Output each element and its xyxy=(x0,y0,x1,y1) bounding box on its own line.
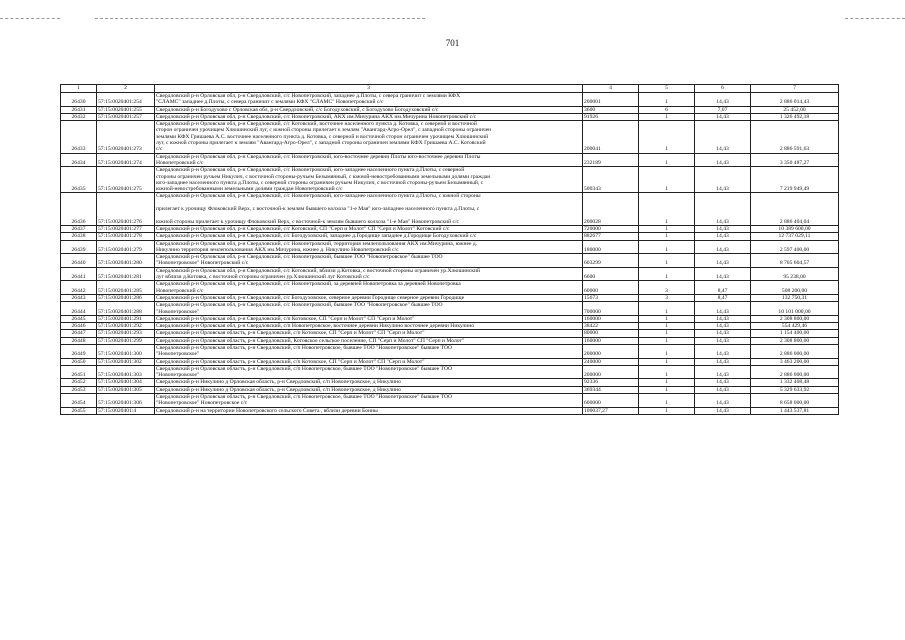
value-cell: 1 154 400,00 xyxy=(751,330,839,337)
cadastral-number-cell: 57:15:0020401:277 xyxy=(97,225,155,232)
value-cell: 1 443 537,81 xyxy=(751,407,839,414)
area-cell: 92336 xyxy=(583,379,639,386)
row-number-cell: 26455 xyxy=(61,407,97,414)
rate-cell: 14,43 xyxy=(695,93,751,107)
rate-cell: 14,43 xyxy=(695,113,751,120)
location-description-cell: Свердловский р-н Никулино д Орловская область, р-н Свердловский, с/п Новопетровское, д Никулино xyxy=(155,386,583,393)
value-cell: 95 238,00 xyxy=(751,267,839,281)
col-header-2: 2 xyxy=(97,85,155,93)
row-number-cell: 26445 xyxy=(61,315,97,322)
location-description-cell: Свердловский р-н Орловская обл, р-н Свердловский, с/с Котовский, восточнее населенного пункта д. Котовка, с северной и восточной сторон ограничен урочищем Хлюшинский луг, с южной стороны прилегает к землям "Авангард-Агро-Орел", с западной стороны ограничен землями КФХ Гришаева А.С. восточнее населенного пункта д. Котовка, с северной и восточной сторон ограничен урочищем Хлюшинский луг, с южной стороны прилегает к землям "Авангард-Агро-Орел", с западной стороны ограничен землями КФХ Гришаева А.С. Котовский с/с xyxy=(155,121,583,153)
table-row xyxy=(61,106,839,113)
area-cell: 60000 xyxy=(583,281,639,295)
area-cell: 720000 xyxy=(583,225,639,232)
value-cell: 12 737 029,11 xyxy=(751,233,839,240)
cadastral-number-cell: 57:15:0020401:304 xyxy=(97,379,155,386)
group-cell: 1 xyxy=(639,225,695,232)
location-description-cell: Свердловский р-н на территории Новопетровского сельского Совета , вблизи деревни Боины xyxy=(155,407,583,414)
area-cell: 882677 xyxy=(583,233,639,240)
rate-cell: 14,43 xyxy=(695,267,751,281)
table-row xyxy=(61,281,839,295)
group-cell: 1 xyxy=(639,379,695,386)
value-cell: 10 101 000,00 xyxy=(751,302,839,316)
area-cell: 180000 xyxy=(583,240,639,254)
row-number-cell: 26437 xyxy=(61,225,97,232)
group-cell: 1 xyxy=(639,323,695,330)
rate-cell: 14,43 xyxy=(695,302,751,316)
area-cell: 160000 xyxy=(583,337,639,344)
group-cell: 1 xyxy=(639,193,695,225)
row-number-cell: 26430 xyxy=(61,93,97,107)
value-cell: 2 886 000,00 xyxy=(751,344,839,358)
table-row xyxy=(61,93,839,107)
value-cell: 8 705 604,57 xyxy=(751,254,839,268)
area-cell: 200041 xyxy=(583,121,639,153)
value-cell: 8 658 000,00 xyxy=(751,394,839,408)
rate-cell: 14,43 xyxy=(695,240,751,254)
value-cell: 7 219 949,49 xyxy=(751,167,839,193)
area-cell: 700000 xyxy=(583,302,639,316)
area-cell: 91926 xyxy=(583,113,639,120)
cadastral-number-cell: 57:15:0020401:257 xyxy=(97,113,155,120)
row-number-cell: 26431 xyxy=(61,106,97,113)
value-cell: 2 886 404,04 xyxy=(751,193,839,225)
location-description-cell: Свердловский р-н Орловская обл, р-н Свердловский, с/с Новопетровский, юго-восточнее деревни Плоты юго-восточнее деревни Плоты Новопетровский с/с xyxy=(155,153,583,167)
row-number-cell: 26444 xyxy=(61,302,97,316)
area-cell: 200028 xyxy=(583,193,639,225)
area-cell: 500343 xyxy=(583,167,639,193)
table-row xyxy=(61,337,839,344)
group-cell: 1 xyxy=(639,386,695,393)
group-cell: 3 xyxy=(639,281,695,295)
row-number-cell: 26432 xyxy=(61,113,97,120)
row-number-cell: 26453 xyxy=(61,386,97,393)
value-cell: 1 332 408,48 xyxy=(751,379,839,386)
row-number-cell: 26442 xyxy=(61,281,97,295)
location-description-cell: Свердловский р-н Орловская обл, р-н Свердловский, с/с Новопетровский, бывшее ТОО "Новопетровское" бывшее ТОО "Новопетровское" Новопетровский с/с xyxy=(155,254,583,268)
rate-cell: 14,43 xyxy=(695,337,751,344)
row-number-cell: 26454 xyxy=(61,394,97,408)
col-header-6: 6 xyxy=(695,85,751,93)
row-number-cell: 26448 xyxy=(61,337,97,344)
cadastral-number-cell: 57:15:0020401:286 xyxy=(97,294,155,301)
scan-artifact-middle xyxy=(95,18,425,20)
location-description-cell: Свердловский р-н Богодухово с Орловская обл, р-н Свердловский, с/с Богодуховский, с Богодухово Богодуховский с/с xyxy=(155,106,583,113)
cadastral-number-cell: 57:15:0020401:288 xyxy=(97,302,155,316)
location-description-cell: Свердловский р-н Орловская обл, р-н Свердловский, с/с Котовский, СП "Серп и Молот" СП "Серп и Молот" Котовский с/с xyxy=(155,225,583,232)
row-number-cell: 26440 xyxy=(61,254,97,268)
scan-artifact-right xyxy=(845,18,905,20)
area-cell: 15673 xyxy=(583,294,639,301)
cadastral-number-cell: 57:15:0020401:278 xyxy=(97,233,155,240)
value-cell: 2 886 000,00 xyxy=(751,365,839,379)
col-header-7: 7 xyxy=(751,85,839,93)
row-number-cell: 26436 xyxy=(61,193,97,225)
cadastral-number-cell: 57:15:0020401:302 xyxy=(97,358,155,365)
group-cell: 1 xyxy=(639,233,695,240)
location-description-cell: Свердловский р-н Орловская обл, р-н Свердловский, с/с Новопетровский, за деревней Новопетровка за деревней Новопетровка Новопетровский с/с xyxy=(155,281,583,295)
table-row xyxy=(61,323,839,330)
rate-cell: 14,43 xyxy=(695,254,751,268)
table-row xyxy=(61,302,839,316)
table-row xyxy=(61,233,839,240)
group-cell: 1 xyxy=(639,344,695,358)
area-cell: 603299 xyxy=(583,254,639,268)
location-description-cell: Свердловский р-н Орловская обл, р-н Свердловский, с/с Новопетровский, АКХ им.Мичурина АКХ им.Мичурина Новопетровский с/с xyxy=(155,113,583,120)
land-registry-table-container xyxy=(60,84,838,415)
value-cell: 5 329 633,92 xyxy=(751,386,839,393)
cadastral-number-cell: 57:15:0020401:303 xyxy=(97,365,155,379)
location-description-cell: Свердловский р-н Орловская обл, р-н Свердловский, с/с Новопетровский, территория землепользования АКХ им.Мичурина, южнее д. Никулино территория землепользования АКХ им.Мичурина, южнее д. Никулино Новопетровский с/с xyxy=(155,240,583,254)
location-description-cell: Свердловский р-н Орловская обл, р-н Свердловский, с/с Новопетровский, юго-западнее населенного пункта д.Плоты, с северной стороны ограничен ручьем Никулич, с восточной стороны-ручьем Безымянный, с южной-невостребованными земельными долями граждан юго-западнее населенного пункта д.Плоты, с северной стороны ограничен ручьем Никулич, с восточной стороны-ручьем Безымянный, с южной-невостребованными земельными долями граждан Новопетровский с/с xyxy=(155,167,583,193)
area-cell: 600000 xyxy=(583,394,639,408)
value-cell: 25 452,00 xyxy=(751,106,839,113)
rate-cell: 14,43 xyxy=(695,358,751,365)
land-registry-table xyxy=(60,84,839,415)
header-row xyxy=(61,85,839,93)
cadastral-number-cell: 57:15:0020401:279 xyxy=(97,240,155,254)
table-row xyxy=(61,407,839,414)
cadastral-number-cell: 57:15:0020401:305 xyxy=(97,386,155,393)
table-row xyxy=(61,153,839,167)
location-description-cell: Свердловский р-н Орловская область, р-н Свердловский, с/п Котовское, СП "Серп и Молот" СП "Серп и Молот" xyxy=(155,358,583,365)
row-number-cell: 26451 xyxy=(61,365,97,379)
location-description-cell: Свердловский р-н Орловская область, р-н Свердловский, с/п Новопетровское, бывшее ТОО "Новопетровское" бывшее ТОО "Новопетровское" xyxy=(155,344,583,358)
col-header-5: 5 xyxy=(639,85,695,93)
row-number-cell: 26452 xyxy=(61,379,97,386)
table-row xyxy=(61,113,839,120)
table-row xyxy=(61,240,839,254)
table-row xyxy=(61,330,839,337)
group-cell: 1 xyxy=(639,93,695,107)
location-description-cell: Свердловский р-н Орловская обл, р-н Свердловский, с/с Котовский, вблизи д.Котовка, с восточной стороны ограничен ур.Хлюшинский луг вблизи д.Котовка, с восточной стороны ограничен ур.Хлюшинский луг Котовский с/с xyxy=(155,267,583,281)
rate-cell: 14,43 xyxy=(695,344,751,358)
area-cell: 100037,27 xyxy=(583,407,639,414)
row-number-cell: 26441 xyxy=(61,267,97,281)
cadastral-number-cell: 57:15:0020401:292 xyxy=(97,323,155,330)
page-number: 701 xyxy=(445,38,460,48)
group-cell: 1 xyxy=(639,315,695,322)
location-description-cell: Свердловский р-н Орловская область, р-н Свердловский, с/п Новопетровское, бывшее ТОО "Новопетровское" бывшее ТОО "Новопетровское" xyxy=(155,365,583,379)
rate-cell: 14,43 xyxy=(695,407,751,414)
rate-cell: 14,43 xyxy=(695,379,751,386)
value-cell: 132 750,31 xyxy=(751,294,839,301)
row-number-cell: 26433 xyxy=(61,121,97,153)
cadastral-number-cell: 57:15:0020401:273 xyxy=(97,121,155,153)
rate-cell: 8,47 xyxy=(695,294,751,301)
table-row xyxy=(61,344,839,358)
area-cell: 3600 xyxy=(583,106,639,113)
group-cell: 1 xyxy=(639,358,695,365)
col-header-1: 1 xyxy=(61,85,97,93)
group-cell: 3 xyxy=(639,294,695,301)
group-cell: 1 xyxy=(639,121,695,153)
area-cell: 160000 xyxy=(583,315,639,322)
value-cell: 3 350 487,27 xyxy=(751,153,839,167)
value-cell: 2 308 800,00 xyxy=(751,337,839,344)
rate-cell: 14,43 xyxy=(695,193,751,225)
value-cell: 2 308 800,00 xyxy=(751,315,839,322)
group-cell: 1 xyxy=(639,267,695,281)
cadastral-number-cell: 57:15:0020401:280 xyxy=(97,254,155,268)
row-number-cell: 26446 xyxy=(61,323,97,330)
row-number-cell: 26435 xyxy=(61,167,97,193)
cadastral-number-cell: 57:15:0020401:274 xyxy=(97,153,155,167)
table-row xyxy=(61,167,839,193)
location-description-cell: Свердловский р-н Орловская обл, р-н Свердловский, с/с Богодуховское, северное деревни Городище северное деревни Городище xyxy=(155,294,583,301)
area-cell: 200000 xyxy=(583,365,639,379)
value-cell: 10 389 600,00 xyxy=(751,225,839,232)
table-row xyxy=(61,225,839,232)
group-cell: 1 xyxy=(639,330,695,337)
rate-cell: 8,47 xyxy=(695,281,751,295)
value-cell: 2 886 591,63 xyxy=(751,121,839,153)
group-cell: 1 xyxy=(639,254,695,268)
cadastral-number-cell: 57:15:0020401:300 xyxy=(97,344,155,358)
rate-cell: 14,43 xyxy=(695,153,751,167)
table-row xyxy=(61,379,839,386)
table-row xyxy=(61,386,839,393)
location-description-cell: Свердловский р-н Орловская обл, р-н Свердловский, с/с Новопетровский, юго-западнее населенного пункта д.Плоты, с южной стороны прилегает к урочищу Флоковский Верх, с восточной-к землям бывшего колхоза "1-е Мая" юго-западнее населенного пункта д.Плоты, с южной стороны прилегает к урочищу Флоковский Верх, с восточной-к землям бывшего колхоза "1-е Мая" Новопетровский с/с xyxy=(155,193,583,225)
location-description-cell: Свердловский р-н Орловская обл, р-н Свердловский, с/с Богодуховский, западнее д.Городище западнее д.Городище Богодуховский с/с xyxy=(155,233,583,240)
row-number-cell: 26439 xyxy=(61,240,97,254)
scan-artifact-left xyxy=(0,18,60,20)
cadastral-number-cell: 57:15:0020401:254 xyxy=(97,93,155,107)
value-cell: 3 463 200,00 xyxy=(751,358,839,365)
group-cell: 6 xyxy=(639,106,695,113)
rate-cell: 14,43 xyxy=(695,121,751,153)
cadastral-number-cell: 57:15:0020401:255 xyxy=(97,106,155,113)
group-cell: 1 xyxy=(639,394,695,408)
location-description-cell: Свердловский р-н Никулино д Орловская область, р-н Свердловский, с/п Новопетровское, д Никулино xyxy=(155,379,583,386)
rate-cell: 14,43 xyxy=(695,315,751,322)
group-cell: 1 xyxy=(639,337,695,344)
value-cell: 1 326 492,18 xyxy=(751,113,839,120)
rate-cell: 14,43 xyxy=(695,225,751,232)
rate-cell: 14,43 xyxy=(695,233,751,240)
location-description-cell: Свердловский р-н Орловская обл, р-н Свердловский, с/п Новопетровское, восточнее деревни Никулино восточнее деревни Никулино xyxy=(155,323,583,330)
col-header-4: 4 xyxy=(583,85,639,93)
table-row xyxy=(61,315,839,322)
location-description-cell: Свердловский р-н Орловская обл, р-н Свердловский, с/с Новопетровский, бывшее ТОО "Новопетровское" бывшее ТОО "Новопетровское" xyxy=(155,302,583,316)
cadastral-number-cell: 57:15:0020401:4 xyxy=(97,407,155,414)
area-cell: 200000 xyxy=(583,344,639,358)
table-row xyxy=(61,294,839,301)
cadastral-number-cell: 57:15:0020401:276 xyxy=(97,193,155,225)
group-cell: 1 xyxy=(639,302,695,316)
table-body xyxy=(61,93,839,415)
rate-cell: 14,43 xyxy=(695,365,751,379)
area-cell: 369344 xyxy=(583,386,639,393)
value-cell: 554 429,46 xyxy=(751,323,839,330)
row-number-cell: 26434 xyxy=(61,153,97,167)
cadastral-number-cell: 57:15:0020401:291 xyxy=(97,315,155,322)
rate-cell: 14,43 xyxy=(695,394,751,408)
location-description-cell: Свердловский р-н Орловская обл, р-н Свердловский, с/п Котовское, СП "Серп и Молот" СП "Серп и Молот" xyxy=(155,315,583,322)
group-cell: 1 xyxy=(639,167,695,193)
area-cell: 240000 xyxy=(583,358,639,365)
area-cell: 200001 xyxy=(583,93,639,107)
row-number-cell: 26450 xyxy=(61,358,97,365)
cadastral-number-cell: 57:15:0020401:281 xyxy=(97,267,155,281)
group-cell: 1 xyxy=(639,365,695,379)
row-number-cell: 26449 xyxy=(61,344,97,358)
cadastral-number-cell: 57:15:0020401:306 xyxy=(97,394,155,408)
rate-cell: 14,43 xyxy=(695,323,751,330)
rate-cell: 14,43 xyxy=(695,167,751,193)
table-row xyxy=(61,121,839,153)
location-description-cell: Свердловский р-н Орловская область, р-н Свердловский, с/п Новопетровское, бывшее ТОО "Новопетровское" бывшее ТОО "Новопетровское" Новопетровское с/с xyxy=(155,394,583,408)
group-cell: 1 xyxy=(639,113,695,120)
cadastral-number-cell: 57:15:0020401:285 xyxy=(97,281,155,295)
table-row xyxy=(61,193,839,225)
col-header-3: 3 xyxy=(155,85,583,93)
rate-cell: 14,43 xyxy=(695,386,751,393)
table-row xyxy=(61,267,839,281)
row-number-cell: 26438 xyxy=(61,233,97,240)
area-cell: 80000 xyxy=(583,330,639,337)
area-cell: 38422 xyxy=(583,323,639,330)
value-cell: 2 886 014,43 xyxy=(751,93,839,107)
group-cell: 1 xyxy=(639,240,695,254)
rate-cell: 7,07 xyxy=(695,106,751,113)
table-row xyxy=(61,365,839,379)
table-row xyxy=(61,254,839,268)
cadastral-number-cell: 57:15:0020401:275 xyxy=(97,167,155,193)
location-description-cell: Свердловский р-н Орловская область, р-н Свердловский, с/п Котовское, СП "Серп и Молот" СП "Серп и Молот" xyxy=(155,330,583,337)
row-number-cell: 26443 xyxy=(61,294,97,301)
value-cell: 508 200,00 xyxy=(751,281,839,295)
group-cell: 1 xyxy=(639,407,695,414)
cadastral-number-cell: 57:15:0020401:299 xyxy=(97,337,155,344)
value-cell: 2 597 400,00 xyxy=(751,240,839,254)
table-row xyxy=(61,394,839,408)
location-description-cell: Свердловский р-н Орловская область, р-н Свердловский, Котовское сельское поселение, СП "Серп и Молот" СП "Серп и Молот" xyxy=(155,337,583,344)
row-number-cell: 26447 xyxy=(61,330,97,337)
area-cell: 232189 xyxy=(583,153,639,167)
location-description-cell: Свердловский р-н Орловская обл, р-н Свердловский, с/с Новопетровский, западнее д.Плоты, с севера граничит с землями КФХ "СЛАМС" западнее д.Плоты, с севера граничит с землями КФХ "СЛАМС" Новопетровский с/с xyxy=(155,93,583,107)
rate-cell: 14,43 xyxy=(695,330,751,337)
group-cell: 1 xyxy=(639,153,695,167)
area-cell: 6600 xyxy=(583,267,639,281)
table-row xyxy=(61,358,839,365)
cadastral-number-cell: 57:15:0020401:293 xyxy=(97,330,155,337)
